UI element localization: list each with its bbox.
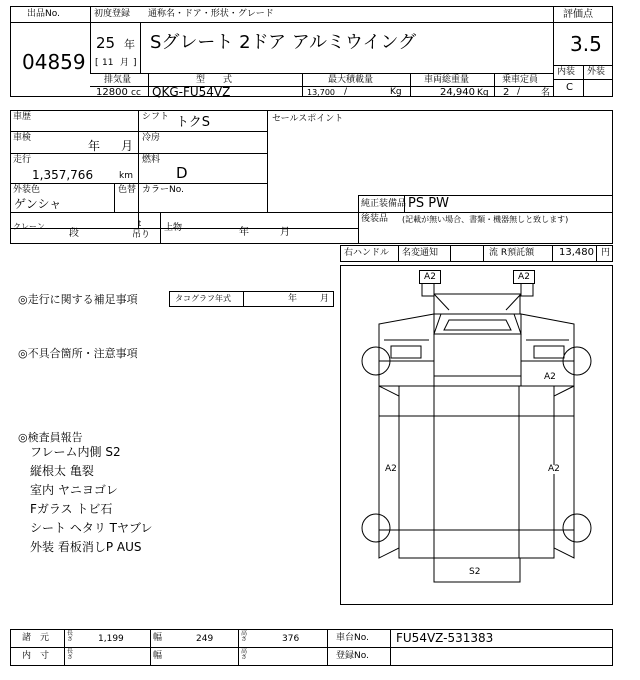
inspector-line: フレーム内側 S2 [30,445,121,459]
cargo-year-unit: 年 [239,227,249,238]
name-change-label: 名変通知 [402,248,439,258]
inspector-line: 室内 ヤニヨゴレ [30,483,118,497]
month-unit: 月 [120,58,130,68]
color-value: ゲンシャ [14,197,62,211]
crane-label: クレーン [13,222,45,231]
gross-weight-label: 車両総重量 [424,75,470,85]
damage-mark: A2 [544,372,556,382]
recycle-deposit: 13,480 [559,247,594,258]
height-label: 高さ [241,630,248,643]
gross-weight: 24,940 [440,87,475,98]
model-name: Sグレート 2ドア アルミウイング [150,32,417,53]
genuine-equipment-label: 純正装備品 [361,199,407,209]
color-code-label: カラーNo. [142,185,184,195]
month-bracket-open: [ [95,58,99,68]
crane-hook-label: 吊り [132,230,151,240]
interior-length-label: 長さ [67,648,74,661]
inspection-label: 車検 [13,133,32,143]
tacho-month-unit: 月 [320,294,330,304]
registration-label: 登録No. [336,651,369,661]
model-code: QKG-FU54VZ [152,85,231,99]
mileage-value: 1,357,766 [32,168,94,182]
capacity: 2 [503,87,510,98]
first-reg-year: 25 [96,34,116,52]
inspector-line: シート ヘタリ Tヤブレ [30,521,153,535]
interior-width-label: 幅 [153,651,163,661]
length-label: 長さ [67,630,74,643]
interior-height-label: 高さ [241,648,248,661]
aftermarket-note: (記載が無い場合、書類・機器無しと致します) [402,215,569,224]
chassis-label: 車台No. [336,633,369,643]
history-label: 車歴 [13,112,32,122]
max-load: 13,700 [307,88,335,97]
selling-points-label: セールスポイント [272,114,344,124]
driving-notes-label: ◎走行に関する補足事項 [18,293,138,306]
interior-dims-label: 内 寸 [22,651,50,661]
dims-label: 諸 元 [22,633,50,643]
first-reg-label: 初度登録 [94,9,131,19]
rhd-label: 右ハンドル [344,248,390,258]
capacity-label: 乗車定員 [502,75,539,85]
color-label: 外装色 [13,185,41,195]
lot-label: 出品No. [27,9,60,19]
overall-grade: 3.5 [570,32,602,56]
genuine-equipment: PS PW [408,196,449,211]
fuel-value: D [176,164,188,182]
exterior-grade-label: 外装 [587,67,606,77]
model-code-label: 型 式 [196,75,233,85]
recycle-deposit-unit: 円 [601,248,611,258]
shift-label: シフト [142,112,170,122]
first-reg-month: 11 [102,58,114,68]
truck-outline-diagram [341,266,612,604]
interior-grade: C [566,82,573,93]
inspector-report-label: ◎検査員報告 [18,431,83,444]
length-value: 1,199 [98,634,124,644]
inspection-month-unit: 月 [121,139,134,153]
tacho-label: タコグラフ年式 [175,294,231,303]
width-value: 249 [196,634,214,644]
max-load-slash: / [344,87,348,97]
damage-mark: A2 [548,464,560,474]
capacity-slash: / [517,87,521,97]
inspector-line: 縦根太 亀裂 [30,464,94,478]
max-load-label: 最大積載量 [328,75,374,85]
displacement-label: 排気量 [104,75,132,85]
grade-label: 評価点 [563,9,593,20]
tacho-year-unit: 年 [288,294,298,304]
max-load-unit: Kg [390,87,402,97]
color-change-label: 色替 [118,185,137,195]
year-unit: 年 [124,38,135,51]
damage-diagram [340,265,613,605]
width-label: 幅 [153,633,163,643]
ac-label: 冷房 [142,133,161,143]
damage-mark: S2 [469,567,481,577]
month-bracket-close: ] [133,58,137,68]
model-name-label: 通称名・ドア・形状・グレード [148,9,274,19]
interior-grade-label: 内装 [557,67,576,77]
shift-value: トクS [176,115,210,130]
recycle-deposit-label: 流 R預託額 [489,248,535,258]
cargo-label: 上物 [164,223,183,233]
aftermarket-label: 後装品 [361,214,389,224]
damage-mark: A2 [385,464,397,474]
height-value: 376 [282,634,300,644]
capacity-unit: 名 [541,88,551,98]
crane-stage-unit: 段 [69,228,79,239]
damage-mark: A2 [419,270,441,284]
inspection-year-unit: 年 [88,139,101,153]
inspector-line: Fガラス トビ石 [30,502,113,516]
defects-label: ◎不具合箇所・注意事項 [18,347,138,360]
displacement-unit: cc [131,88,141,98]
cargo-month-unit: 月 [280,227,290,238]
gross-weight-unit: Kg [477,88,489,98]
mileage-label: 走行 [13,155,32,165]
crane-ton-unit: t [138,219,142,228]
displacement: 12800 [96,87,128,98]
fuel-label: 燃料 [142,155,161,165]
lot-number: 04859 [22,50,86,74]
damage-mark: A2 [513,270,535,284]
inspector-line: 外装 看板消しP AUS [30,540,142,554]
chassis-number: FU54VZ-531383 [396,631,494,645]
mileage-unit: km [119,171,133,181]
